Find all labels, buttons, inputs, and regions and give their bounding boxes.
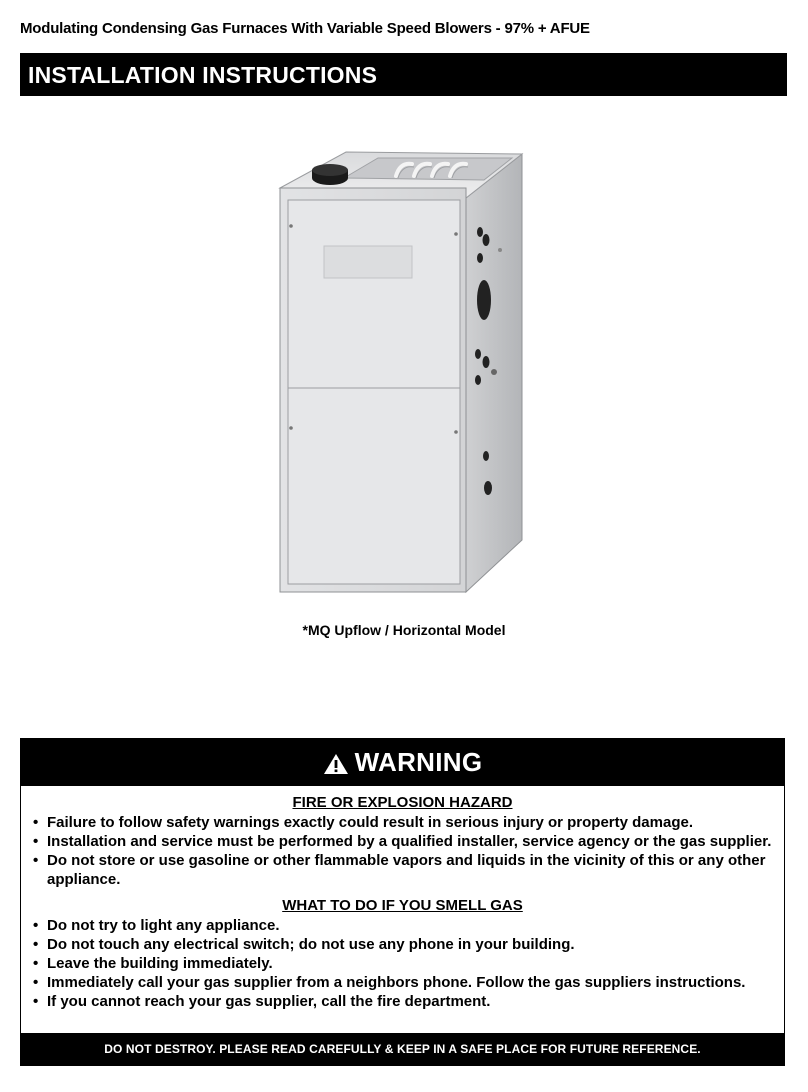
list-item: • Leave the building immediately. <box>33 954 776 973</box>
list-item: • Do not touch any electrical switch; do not use any phone in your building. <box>33 935 776 954</box>
smell-gas-list <box>21 916 784 1011</box>
title-banner <box>20 53 787 96</box>
list-item: • Do not store or use gasoline or other flammable vapors and liquids in the vicinity of this or any other appliance. <box>33 851 776 889</box>
list-item: • Installation and service must be performed by a qualified installer, service agency or the gas supplier. <box>33 832 776 851</box>
footer-banner <box>21 1033 784 1065</box>
warning-header <box>21 739 784 786</box>
list-item: • Immediately call your gas supplier from a neighbors phone. Follow the gas suppliers instructions. <box>33 973 776 992</box>
warning-triangle-icon <box>323 753 349 775</box>
hazard-section-title: FIRE OR EXPLOSION HAZARD <box>292 794 513 811</box>
furnace-cabinet-illustration-icon <box>260 140 550 600</box>
warning-heading: WARNING <box>354 747 483 777</box>
list-item: • Failure to follow safety warnings exactly could result in serious injury or property damage. <box>33 813 776 832</box>
footer-notice: DO NOT DESTROY. PLEASE READ CAREFULLY & KEEP IN A SAFE PLACE FOR FUTURE REFERENCE. <box>104 1042 701 1056</box>
furnace-image <box>260 140 550 600</box>
hazard-list <box>21 813 784 889</box>
list-item: • Do not try to light any appliance. <box>33 916 776 935</box>
smell-gas-section-title: WHAT TO DO IF YOU SMELL GAS <box>282 897 523 914</box>
list-item: • If you cannot reach your gas supplier, call the fire department. <box>33 992 776 1011</box>
warning-box <box>20 738 785 1066</box>
document-subtitle: Modulating Condensing Gas Furnaces With Variable Speed Blowers - 97% + AFUE <box>20 20 590 37</box>
product-caption: *MQ Upflow / Horizontal Model <box>302 622 506 638</box>
document-title: INSTALLATION INSTRUCTIONS <box>28 62 378 88</box>
